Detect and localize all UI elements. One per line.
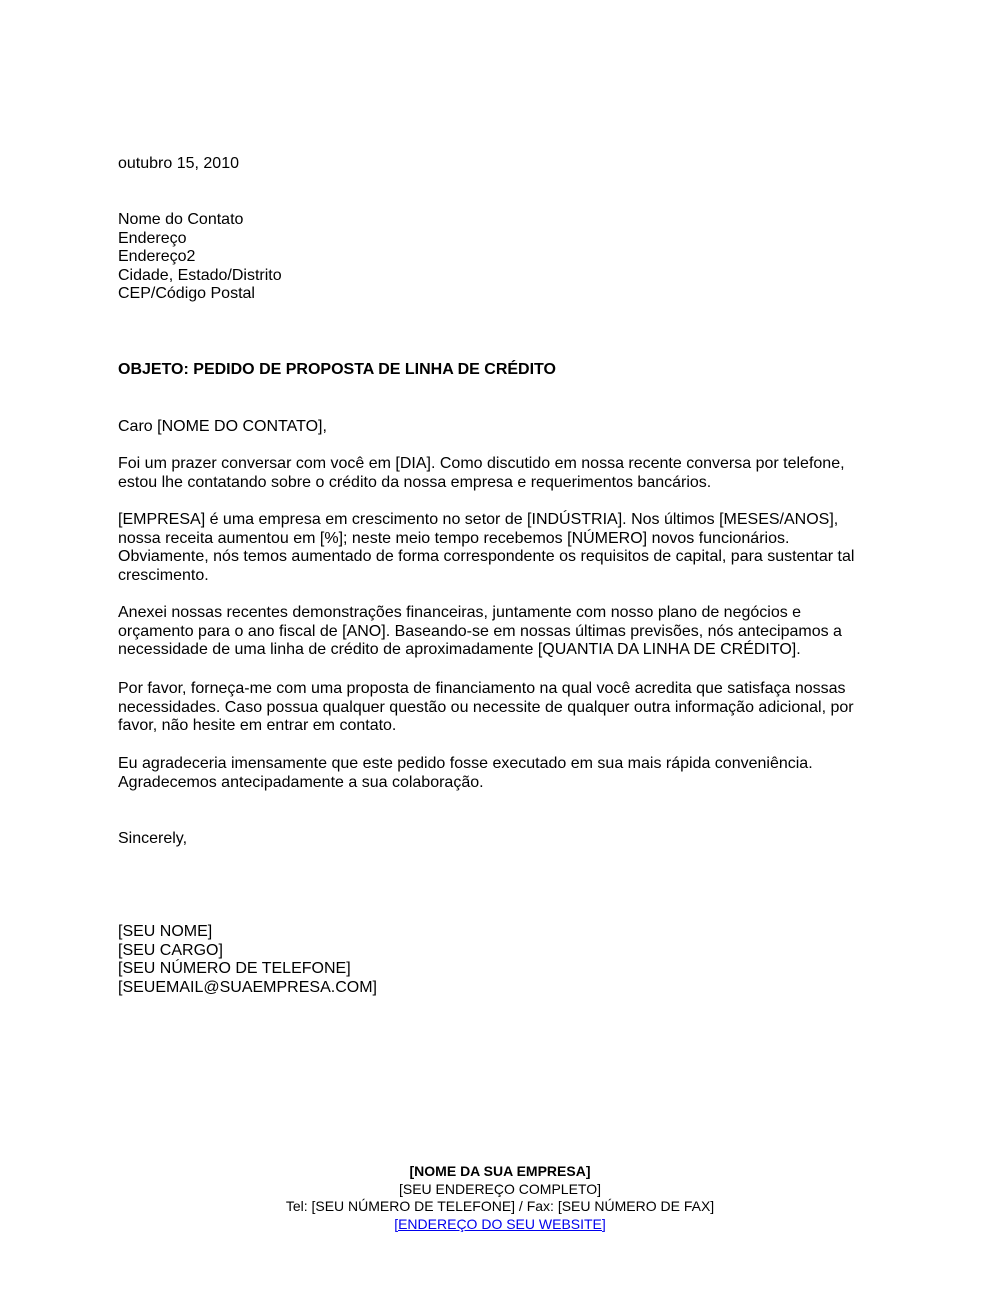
footer-address: [SEU ENDEREÇO COMPLETO] xyxy=(398,1180,601,1197)
recipient-address xyxy=(118,211,888,304)
paragraph-line: Anexei nossas recentes demonstrações financeiras, juntamente com nosso plano de negócios e xyxy=(118,604,802,621)
address-line-city: Cidade, Estado/Distrito xyxy=(118,266,282,284)
salutation xyxy=(118,418,888,437)
address-line-2: Endereço2 xyxy=(118,248,196,265)
paragraph-line: crescimento. xyxy=(118,566,209,584)
address-line-postal: CEP/Código Postal xyxy=(118,285,255,302)
signature-email: [SEUEMAIL@SUAEMPRESA.COM] xyxy=(118,978,377,996)
footer-contact: Tel: [SEU NÚMERO DE TELEFONE] / Fax: [SEU NÚMERO DE FAX] xyxy=(285,1198,715,1214)
paragraph-line: Foi um prazer conversar com você em [DIA]. Como discutido em nossa recente conversa por telefone, xyxy=(118,455,845,472)
signature-title: [SEU CARGO] xyxy=(118,941,223,959)
footer-company-name: [NOME DA SUA EMPRESA] xyxy=(409,1163,591,1179)
paragraph-line: favor, não hesite em entrar em contato. xyxy=(118,717,397,734)
body-paragraph-3 xyxy=(118,604,888,660)
footer-website-link[interactable]: [ENDEREÇO DO SEU WEBSITE] xyxy=(394,1215,606,1232)
paragraph-line: necessidade de uma linha de crédito de aproximadamente [QUANTIA DA LINHA DE CRÉDITO]. xyxy=(118,641,801,658)
paragraph-line: nossa receita aumentou em [%]; neste meio tempo recebemos [NÚMERO] novos funcionários. xyxy=(118,529,790,547)
signature-block xyxy=(118,923,888,997)
address-line-name: Nome do Contato xyxy=(118,211,244,228)
paragraph-line: necessidades. Caso possua qualquer questão ou necessite de qualquer outra informação adicional, por xyxy=(118,698,854,716)
letter-date xyxy=(118,155,888,174)
body-paragraph-5 xyxy=(118,755,888,792)
paragraph-line: Agradecemos antecipadamente a sua colaboração. xyxy=(118,773,484,791)
subject-line xyxy=(118,361,888,380)
closing xyxy=(118,830,888,849)
signature-name: [SEU NOME] xyxy=(118,923,213,940)
paragraph-line: estou lhe contatando sobre o crédito da nossa empresa e requerimentos bancários. xyxy=(118,473,712,491)
paragraph-line: Eu agradeceria imensamente que este pedido fosse executado em sua mais rápida conveniência. xyxy=(118,755,813,772)
company-footer xyxy=(0,1163,1000,1233)
salutation-text: Caro [NOME DO CONTATO], xyxy=(118,418,327,435)
subject-text: OBJETO: PEDIDO DE PROPOSTA DE LINHA DE CRÉDITO xyxy=(118,361,556,378)
paragraph-line: Por favor, forneça-me com uma proposta de financiamento na qual você acredita que satisfaça nossas xyxy=(118,680,846,697)
closing-text: Sincerely, xyxy=(118,830,188,847)
signature-phone: [SEU NÚMERO DE TELEFONE] xyxy=(118,960,351,977)
body-paragraph-2 xyxy=(118,511,888,585)
body-paragraph-4 xyxy=(118,680,888,736)
paragraph-line: [EMPRESA] é uma empresa em crescimento no setor de [INDÚSTRIA]. Nos últimos [MESES/ANOS], xyxy=(118,511,839,528)
paragraph-line: orçamento para o ano fiscal de [ANO]. Baseando-se em nossas últimas previsões, nós antecipamos a xyxy=(118,622,842,640)
address-line-1: Endereço xyxy=(118,229,187,247)
date-text: outubro 15, 2010 xyxy=(118,155,239,172)
paragraph-line: Obviamente, nós temos aumentado de forma correspondente os requisitos de capital, para sustentar tal xyxy=(118,548,855,565)
body-paragraph-1 xyxy=(118,455,888,492)
